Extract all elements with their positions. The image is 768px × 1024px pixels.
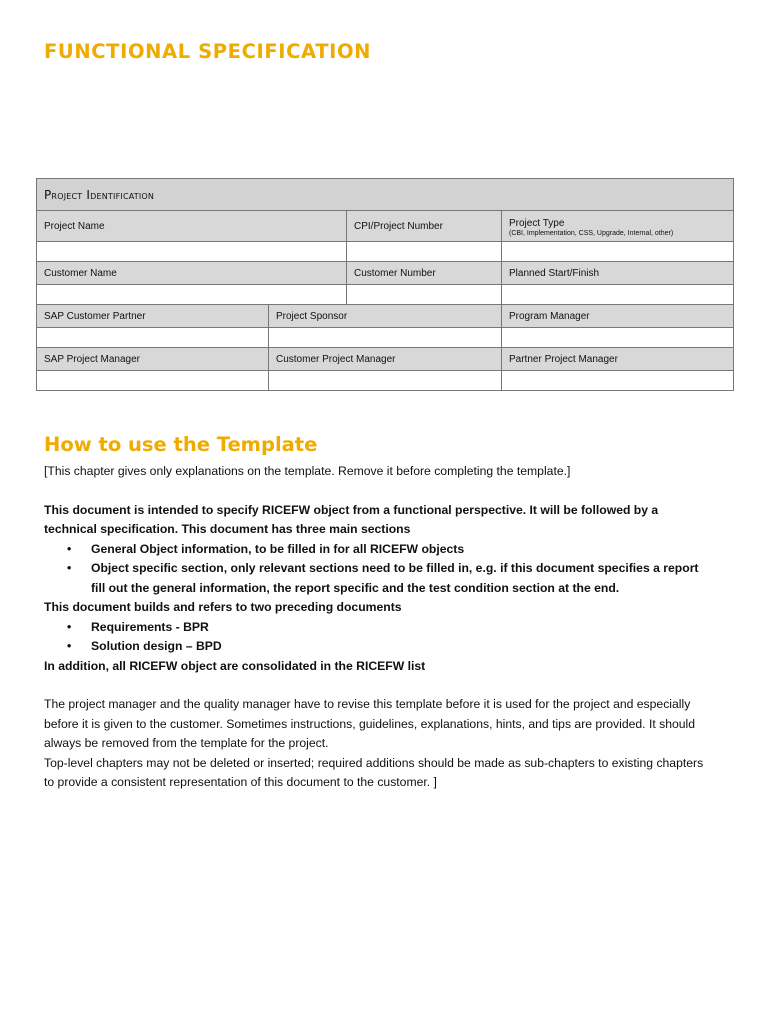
intro-paragraph: This document is intended to specify RICEFW object from a functional perspective. It will be followed by a technical specification. This document has three main sections <box>44 502 659 536</box>
field-sap-customer-partner[interactable] <box>37 328 269 348</box>
project-type-note: (CBI, Implementation, CSS, Upgrade, Internal, other) <box>509 229 674 237</box>
consolidated-paragraph: In addition, all RICEFW object are consolidated in the RICEFW list <box>44 658 426 673</box>
field-customer-number[interactable] <box>347 285 502 305</box>
preceding-intro: This document builds and refers to two preceding documents <box>44 600 402 614</box>
list-item: • Solution design – BPD <box>91 637 704 657</box>
project-identification-table <box>36 178 734 391</box>
field-partner-project-manager[interactable] <box>502 371 734 391</box>
list-item: • General Object information, to be filled in for all RICEFW objects <box>91 540 704 560</box>
label-partner-project-manager: Partner Project Manager <box>502 348 734 371</box>
label-project-name: Project Name <box>37 211 347 242</box>
list-item: • Requirements - BPR <box>91 618 704 638</box>
label-program-manager: Program Manager <box>502 305 734 328</box>
document-title: FUNCTIONAL SPECIFICATION <box>44 40 372 63</box>
field-sap-project-manager[interactable] <box>37 371 269 391</box>
label-cpi-project-number: CPI/Project Number <box>347 211 502 242</box>
label-customer-number: Customer Number <box>347 262 502 285</box>
label-planned-start-finish: Planned Start/Finish <box>502 262 734 285</box>
label-sap-customer-partner: SAP Customer Partner <box>37 305 269 328</box>
list-item: • Object specific section, only relevant sections need to be filled in, e.g. if this document specifies a report fill out the general information, the report specific and the test condition section at the end. <box>67 561 699 595</box>
guidance-paragraph-2: Top-level chapters may not be deleted or inserted; required additions should be made as sub-chapters to existing chapters to provide a consistent representation of this document to the customer. ] <box>44 755 704 789</box>
field-customer-project-manager[interactable] <box>269 371 502 391</box>
label-customer-name: Customer Name <box>37 262 347 285</box>
template-note: [This chapter gives only explanations on the template. Remove it before completing the template.] <box>44 464 571 478</box>
bullet-icon: • <box>67 541 72 556</box>
label-sap-project-manager: SAP Project Manager <box>37 348 269 371</box>
field-cpi-project-number[interactable] <box>347 242 502 262</box>
guidance-paragraph-1: The project manager and the quality manager have to revise this template before it is used for the project and especially before it is given to the customer. Sometimes instructions, guidelines, explanations, hints, and tips are provided. It should always be removed from the template for the project. <box>44 697 696 750</box>
field-project-name[interactable] <box>37 242 347 262</box>
preceding-list <box>44 618 704 657</box>
label-project-type: Project Type (CBI, Implementation, CSS, Upgrade, Internal, other) <box>502 211 734 242</box>
bullet-icon: • <box>67 561 72 575</box>
label-customer-project-manager: Customer Project Manager <box>269 348 502 371</box>
field-customer-name[interactable] <box>37 285 347 305</box>
table-heading: Project Identification <box>37 179 734 211</box>
bullet-icon: • <box>67 619 72 634</box>
field-planned-start-finish[interactable] <box>502 285 734 305</box>
sections-list <box>44 540 704 599</box>
section-title: How to use the Template <box>44 433 318 456</box>
bullet-icon: • <box>67 639 72 653</box>
field-project-type[interactable] <box>502 242 734 262</box>
field-program-manager[interactable] <box>502 328 734 348</box>
label-project-sponsor: Project Sponsor <box>269 305 502 328</box>
section-body <box>44 462 704 793</box>
field-project-sponsor[interactable] <box>269 328 502 348</box>
